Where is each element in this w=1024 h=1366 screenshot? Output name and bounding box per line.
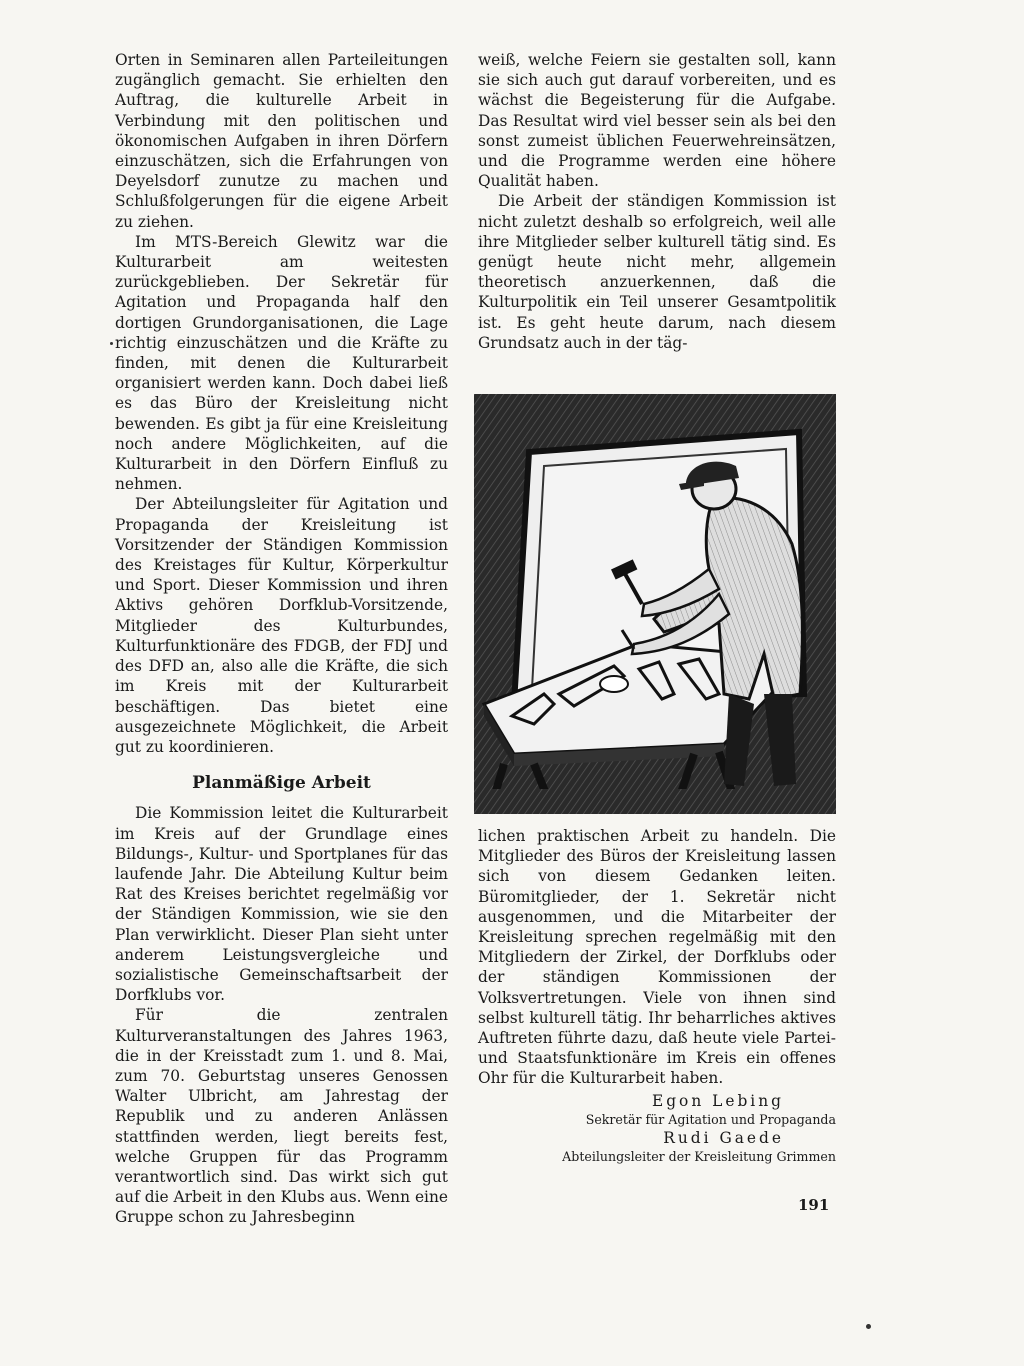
section-heading: Planmäßige Arbeit xyxy=(192,773,371,794)
paragraph: weiß, welche Feiern sie gestalten soll, kann sie sich auch gut darauf vorbereiten, und es wächst die Begeisterung für die Aufgabe. Das Resultat wird viel besser sein als bei den sonst zumeist üblichen Feuerwehreinsätzen, und die Programme werden eine höhere Qualität haben. xyxy=(478,51,836,191)
paragraph: Die Kommission leitet die Kulturarbeit im Kreis auf der Grundlage eines Bildungs-, Kultur- und Sportplanes für das laufende Jahr. Die Abteilung Kultur beim Rat des Kreises berichtet regelmäßig vor der Ständigen Kommission, wie sie den Plan verwirklicht. Dieser Plan sieht unter anderem Leistungsvergleiche und sozialistische Gemeinschaftsarbeit der Dorfklubs vor. xyxy=(115,804,448,1005)
paragraph: lichen praktischen Arbeit zu handeln. Die Mitglieder des Büros der Kreisleitung lassen sich von diesem Gedanken leiten. Büromitglieder, der 1. Sekretär nicht ausgenommen, und die Mitarbeiter der Kreisleitung sprechen regelmäßig mit den Mitgliedern der Zirkel, der Dorfklubs oder der ständigen Kommissionen der Volksvertretungen. Viele von ihnen sind selbst kulturell tätig. Ihr beharrliches aktives Auftreten führte dazu, daß heute viele Partei- und Staatsfunktionäre im Kreis ein offenes Ohr für die Kulturarbeit haben. xyxy=(478,827,836,1088)
print-speck xyxy=(866,1324,871,1329)
author-block xyxy=(478,1091,836,1165)
print-speck xyxy=(110,342,113,345)
paragraph: Die Arbeit der ständigen Kommission ist nicht zuletzt deshalb so erfolgreich, weil alle ihre Mitglieder selber kulturell tätig sind. Es genügt heute nicht mehr, allgemein theoretisch anzuerkennen, daß die Kulturpolitik ein Teil unserer Gesamtpolitik ist. Es geht heute darum, nach diesem Grundsatz auch in der täg- xyxy=(478,192,836,352)
author-name: Rudi Gaede xyxy=(663,1128,784,1147)
right-column-bottom xyxy=(478,826,836,1165)
page-number: 191 xyxy=(798,1196,830,1214)
paragraph: Orten in Seminaren allen Parteileitungen zugänglich gemacht. Sie erhielten den Auftrag, die kulturelle Arbeit in Verbindung mit den politischen und ökonomischen Aufgaben in ihren Dörfern einzuschätzen, sich die Erfahrungen von Deyelsdorf zunutze zu machen und Schlußfolgerungen für die eigene Arbeit zu ziehen. xyxy=(115,51,448,231)
woodcut-man-hammering-sign-illustration xyxy=(474,394,836,814)
right-column-top xyxy=(478,50,836,353)
left-column xyxy=(115,50,448,1228)
paragraph: Der Abteilungsleiter für Agitation und Propaganda der Kreisleitung ist Vorsitzender der Ständigen Kommission des Kreistages für Kultur, Körperkultur und Sport. Dieser Kommission und ihren Aktivs gehören Dorfklub-Vorsitzende, Mitglieder des Kulturbundes, Kulturfunktionäre des FDGB, der FDJ und des DFD an, also alle die Kräfte, die sich im Kreis mit der Kulturarbeit beschäftigen. Das bietet eine ausgezeichnete Möglichkeit, die Arbeit gut zu koordinieren. xyxy=(115,495,448,756)
author-role: Sekretär für Agitation und Propaganda xyxy=(585,1111,836,1127)
paragraph: Für die zentralen Kulturveranstaltungen des Jahres 1963, die in der Kreisstadt zum 1. und 8. Mai, zum 70. Geburtstag unseres Genossen Walter Ulbricht, am Jahrestag der Republik und zu anderen Anlässen stattfinden werden, liegt bereits fest, welche Gruppen für das Programm verantwortlich sind. Das wirkt sich gut auf die Arbeit in den Klubs aus. Wenn eine Gruppe schon zu Jahresbeginn xyxy=(115,1006,448,1227)
author-name: Egon Lebing xyxy=(651,1091,784,1110)
paragraph: Im MTS-Bereich Glewitz war die Kulturarbeit am weitesten zurückgeblieben. Der Sekretär für Agitation und Propaganda half den dortigen Grundorganisationen, die Lage richtig einzuschätzen und die Kräfte zu finden, mit denen die Kulturarbeit organisiert werden kann. Doch dabei ließ es das Büro der Kreisleitung nicht bewenden. Es gibt ja für eine Kreisleitung noch andere Möglichkeiten, auf die Kulturarbeit in den Dörfern Einfluß zu nehmen. xyxy=(115,232,448,494)
author-role: Abteilungsleiter der Kreisleitung Grimmen xyxy=(562,1149,836,1165)
